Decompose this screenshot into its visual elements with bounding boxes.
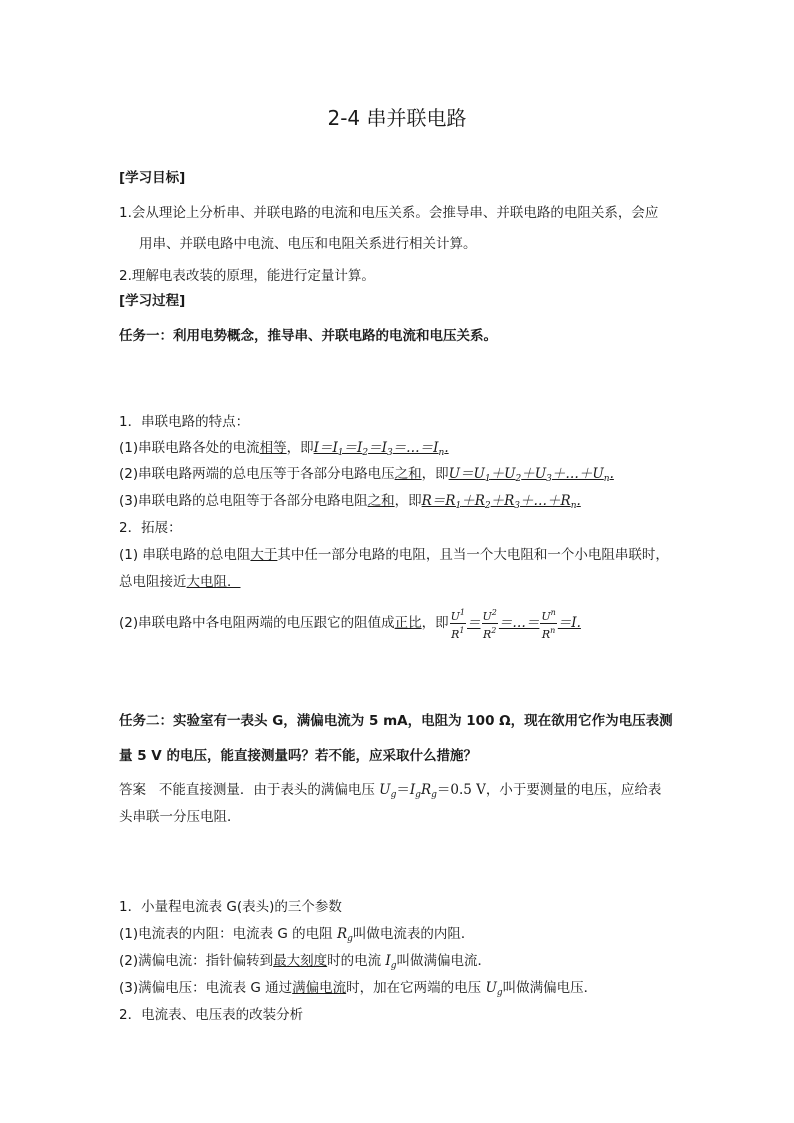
full-scale-voltage-tail: 叫做满偏电压． — [502, 980, 598, 996]
full-scale-voltage-mid: 时，加在它两端的电压 — [346, 980, 486, 996]
series-voltage-line — [119, 464, 614, 489]
series-voltage-answer: 之和 — [394, 466, 422, 482]
ug-symbol: $U_g$ — [485, 980, 503, 998]
full-scale-current-line — [119, 951, 491, 976]
process-header: [学习过程] — [119, 293, 186, 309]
extension-1-tail: 其中任一部分电路的电阻，且当一个大电阻和一个小电阻串联时， — [277, 547, 669, 563]
extension-2-formula: $\frac{U^1}{R^1}$ ＝ $\frac{U^2}{R^2}$ ＝…＝ $\frac{U^n}{R^n}$ ＝I. — [450, 608, 581, 641]
task1-heading: 任务一：利用电势概念，推导串、并联电路的电流和电压关系。 — [119, 328, 497, 344]
full-scale-current-answer: 最大刻度 — [273, 953, 328, 969]
answer-text-1: 不能直接测量．由于表头的满偏电压 $U_g=I_gR_g=0.5$ V，小于要测量的电压，应给表 — [158, 782, 662, 800]
task2-heading-line-1: 任务二：实验室有一表头 G，满偏电流为 5 mA，电阻为 100 Ω，现在欲用它作为电压表测 — [119, 713, 673, 729]
extension-2-text: (2)串联电路中各电阻两端的电压跟它的阻值成 — [119, 615, 395, 631]
extension-1b-answer: 大电阻． — [186, 574, 241, 590]
task2-heading-line-2: 量 5 V 的电压，能直接测量吗？若不能，应采取什么措施？ — [119, 748, 477, 764]
ig-symbol: $I_g$ — [385, 953, 397, 971]
series-current-line — [119, 438, 449, 463]
extension-1-text: (1) 串联电路的总电阻 — [119, 547, 251, 563]
rg-symbol: $R_g$ — [336, 926, 353, 944]
series-current-answer: 相等 — [259, 440, 287, 456]
series-current-text: (1)串联电路各处的电流 — [119, 440, 260, 456]
extension-1-line-1 — [119, 545, 669, 565]
series-resistance-formula: $R=R_1+R_2+R_3+\dots+R_n$. — [421, 493, 581, 511]
goal-1-line-2: 用串、并联电路中电流、电压和电阻关系进行相关计算。 — [139, 236, 477, 252]
series-voltage-formula: $U=U_1+U_2+U_3+\dots+U_n$. — [448, 466, 614, 484]
answer-line-2: 头串联一分压电阻． — [119, 809, 241, 825]
series-resistance-answer: 之和 — [367, 493, 395, 509]
extension-1-answer: 大于 — [250, 547, 278, 563]
full-scale-current-mid: 时的电流 — [327, 953, 386, 969]
extension-1b-text: 总电阻接近 — [119, 574, 187, 590]
series-voltage-text: (2)串联电路两端的总电压等于各部分电路电压 — [119, 466, 395, 482]
meter-conversion-heading: 2．电流表、电压表的改装分析 — [119, 1007, 304, 1023]
full-scale-current-text: (2)满偏电流：指针偏转到 — [119, 953, 274, 969]
extension-2-line — [119, 606, 581, 641]
extension-2-answer: 正比 — [394, 615, 422, 631]
extension-1-line-2 — [119, 572, 241, 592]
goal-2: 2.理解电表改装的原理，能进行定量计算。 — [119, 268, 375, 284]
goal-1-line-1: 1.会从理论上分析串、并联电路的电流和电压关系。会推导串、并联电路的电阻关系，会应 — [119, 205, 659, 221]
galvanometer-params: 1．小量程电流表 G(表头)的三个参数 — [119, 899, 342, 915]
series-resistance-text: (3)串联电路的总电阻等于各部分电路电阻 — [119, 493, 368, 509]
series-voltage-tail: ，即 — [421, 466, 449, 482]
internal-resistance-text: (1)电流表的内阻：电流表 G 的电阻 — [119, 926, 337, 942]
extension-2-tail: ，即 — [421, 615, 449, 631]
series-current-formula: $I=I_1=I_2=I_3=\dots=I_n$. — [313, 440, 449, 458]
full-scale-voltage-line — [119, 978, 597, 1003]
page-title: 2-4 串并联电路 — [327, 106, 467, 130]
series-current-tail: ，即 — [286, 440, 314, 456]
answer-label: 答案 — [119, 782, 146, 798]
full-scale-voltage-text: (3)满偏电压：电流表 G 通过 — [119, 980, 293, 996]
goals-header: [学习目标] — [119, 170, 186, 186]
series-resistance-line — [119, 491, 581, 516]
series-resistance-tail: ，即 — [394, 493, 422, 509]
extension-heading: 2．拓展： — [119, 520, 182, 536]
answer-line-1 — [119, 780, 661, 805]
internal-resistance-tail: 叫做电流表的内阻． — [352, 926, 475, 942]
full-scale-current-tail: 叫做满偏电流． — [396, 953, 492, 969]
series-circuit-features: 1．串联电路的特点： — [119, 414, 250, 430]
internal-resistance-line — [119, 924, 474, 949]
full-scale-voltage-answer: 满偏电流 — [292, 980, 347, 996]
